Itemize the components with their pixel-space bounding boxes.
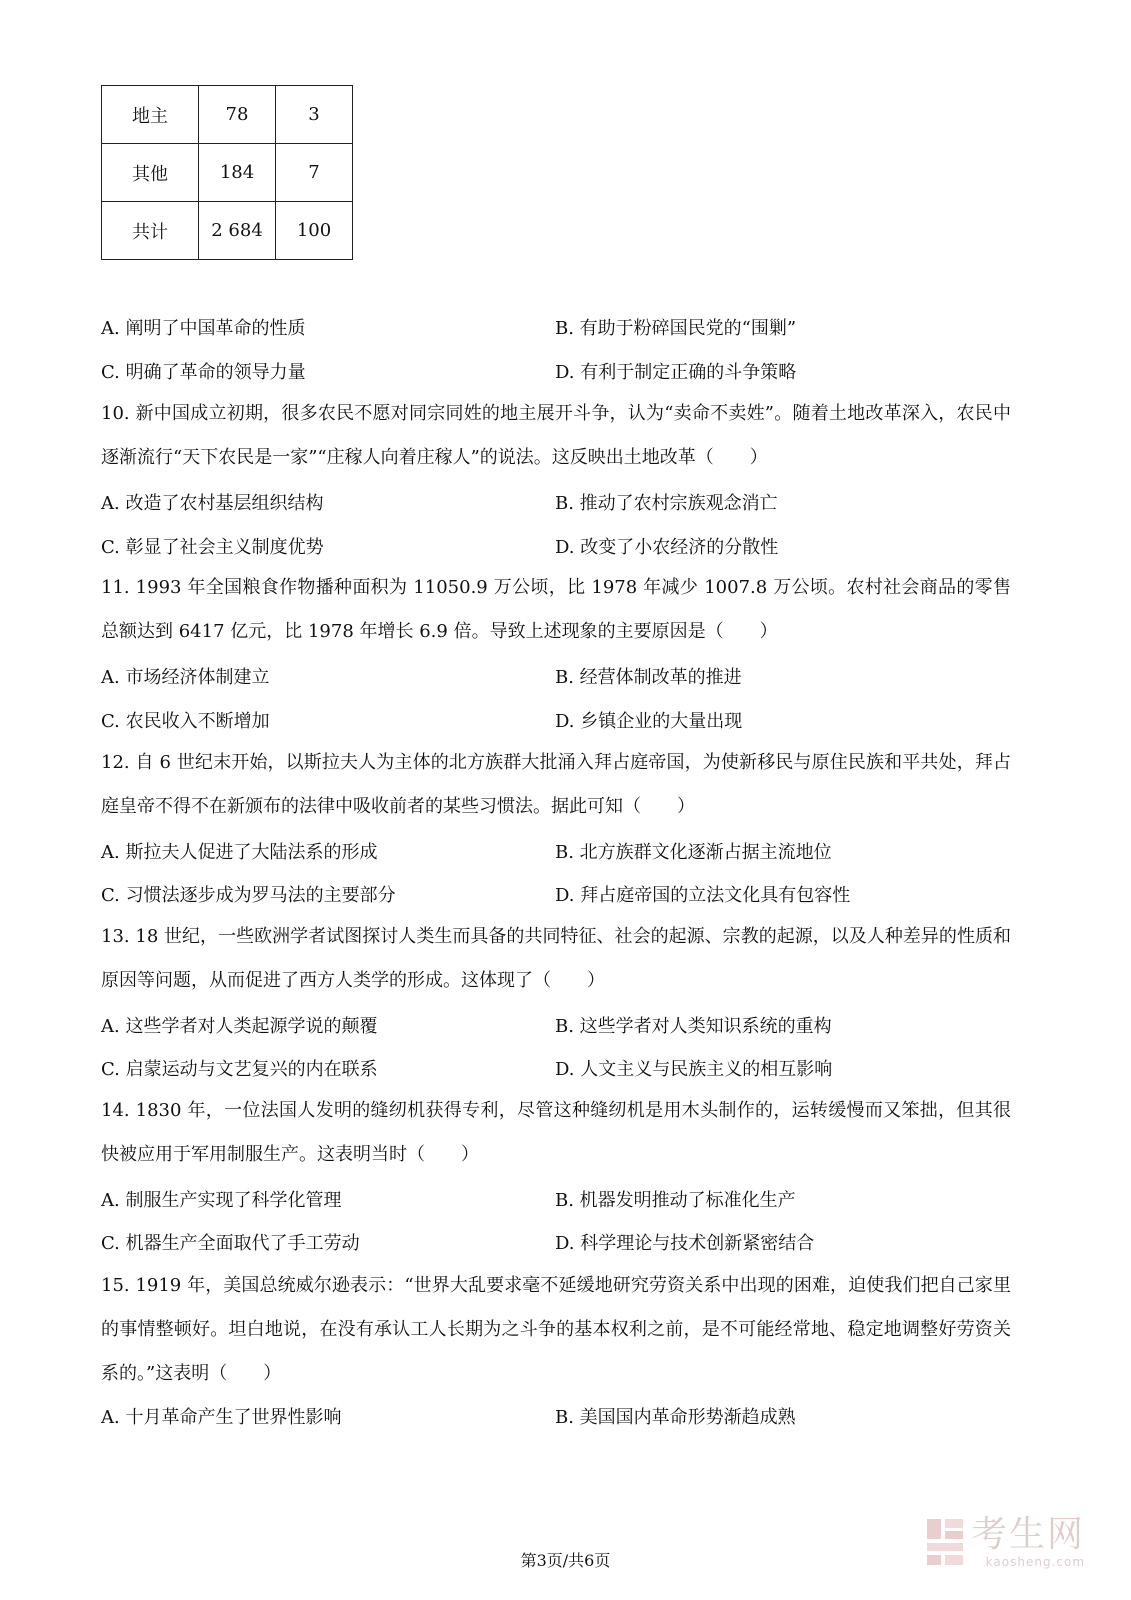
statistics-table	[101, 85, 353, 260]
table-row	[102, 202, 353, 260]
q13-option-c: C. 启蒙运动与文艺复兴的内在联系	[101, 1059, 378, 1080]
q15-option-b: B. 美国国内革命形势渐趋成熟	[555, 1407, 796, 1428]
q15-stem: 15. 1919 年，美国总统威尔逊表示：“世界大乱要求毫不延缓地研究劳资关系中出现的困难，迫使我们把自己家里的事情整顿好。坦白地说，在没有承认工人长期为之斗争的基本权利之前，是不可能经常地、稳定地调整好劳资关系的。”这表明（ ）	[101, 1275, 1011, 1384]
table-cell: 地主	[102, 86, 199, 144]
table-cell: 100	[276, 202, 353, 260]
table-cell: 3	[276, 86, 353, 144]
q12-option-b: B. 北方族群文化逐渐占据主流地位	[555, 842, 832, 863]
q9-option-a: A. 阐明了中国革命的性质	[101, 318, 306, 339]
q14-option-b: B. 机器发明推动了标准化生产	[555, 1190, 796, 1211]
q13-option-a: A. 这些学者对人类起源学说的颠覆	[101, 1016, 378, 1037]
watermark	[925, 1515, 1085, 1569]
q11-option-a: A. 市场经济体制建立	[101, 667, 270, 688]
q14-option-c: C. 机器生产全面取代了手工劳动	[101, 1233, 360, 1254]
q11-stem: 11. 1993 年全国粮食作物播种面积为 11050.9 万公顷，比 1978 年减少 1007.8 万公顷。农村社会商品的零售总额达到 6417 亿元，比 1978 年增长 6.9 倍。导致上述现象的主要原因是（ ）	[101, 577, 1011, 642]
table-row	[102, 86, 353, 144]
watermark-url: kaosheng.com	[985, 1555, 1086, 1569]
table-cell: 2 684	[199, 202, 276, 260]
q11-option-b: B. 经营体制改革的推进	[555, 667, 742, 688]
q12-option-a: A. 斯拉夫人促进了大陆法系的形成	[101, 842, 378, 863]
q13-option-b: B. 这些学者对人类知识系统的重构	[555, 1016, 832, 1037]
q11-option-d: D. 乡镇企业的大量出现	[555, 711, 743, 732]
table-row	[102, 144, 353, 202]
table-cell: 78	[199, 86, 276, 144]
q14-option-a: A. 制服生产实现了科学化管理	[101, 1190, 342, 1211]
q12-stem: 12. 自 6 世纪末开始，以斯拉夫人为主体的北方族群大批涌入拜占庭帝国，为使新移民与原住民族和平共处，拜占庭皇帝不得不在新颁布的法律中吸收前者的某些习惯法。据此可知（ ）	[101, 752, 1011, 817]
q15-option-a: A. 十月革命产生了世界性影响	[101, 1407, 342, 1428]
page-number: 第3页/共6页	[520, 1551, 611, 1570]
q10-stem: 10. 新中国成立初期，很多农民不愿对同宗同姓的地主展开斗争，认为“卖命不卖姓”。随着土地改革深入，农民中逐渐流行“天下农民是一家”“庄稼人向着庄稼人”的说法。这反映出土地改革（ ）	[101, 403, 1011, 468]
q9-option-c: C. 明确了革命的领导力量	[101, 362, 306, 383]
q10-option-d: D. 改变了小农经济的分散性	[555, 537, 779, 558]
table-cell: 其他	[102, 144, 199, 202]
table-cell: 共计	[102, 202, 199, 260]
q9-option-b: B. 有助于粉碎国民党的“围剿”	[555, 318, 797, 339]
q10-option-b: B. 推动了农村宗族观念消亡	[555, 493, 778, 514]
q12-option-d: D. 拜占庭帝国的立法文化具有包容性	[555, 885, 851, 906]
q13-stem: 13. 18 世纪，一些欧洲学者试图探讨人类生而具备的共同特征、社会的起源、宗教的起源，以及人种差异的性质和原因等问题，从而促进了西方人类学的形成。这体现了（ ）	[101, 926, 1011, 991]
watermark-text	[971, 1515, 1085, 1569]
q10-option-c: C. 彰显了社会主义制度优势	[101, 537, 324, 558]
q14-stem: 14. 1830 年，一位法国人发明的缝纫机获得专利，尽管这种缝纫机是用木头制作的，运转缓慢而又笨拙，但其很快被应用于军用制服生产。这表明当时（ ）	[101, 1100, 1011, 1165]
watermark-name: 考生网	[971, 1514, 1086, 1555]
q10-option-a: A. 改造了农村基层组织结构	[101, 493, 324, 514]
kaosheng-logo-icon	[925, 1517, 965, 1567]
table-cell: 184	[199, 144, 276, 202]
q13-option-d: D. 人文主义与民族主义的相互影响	[555, 1059, 833, 1080]
table-cell: 7	[276, 144, 353, 202]
q14-option-d: D. 科学理论与技术创新紧密结合	[555, 1233, 815, 1254]
q12-option-c: C. 习惯法逐步成为罗马法的主要部分	[101, 885, 396, 906]
q11-option-c: C. 农民收入不断增加	[101, 711, 270, 732]
q9-option-d: D. 有利于制定正确的斗争策略	[555, 362, 797, 383]
